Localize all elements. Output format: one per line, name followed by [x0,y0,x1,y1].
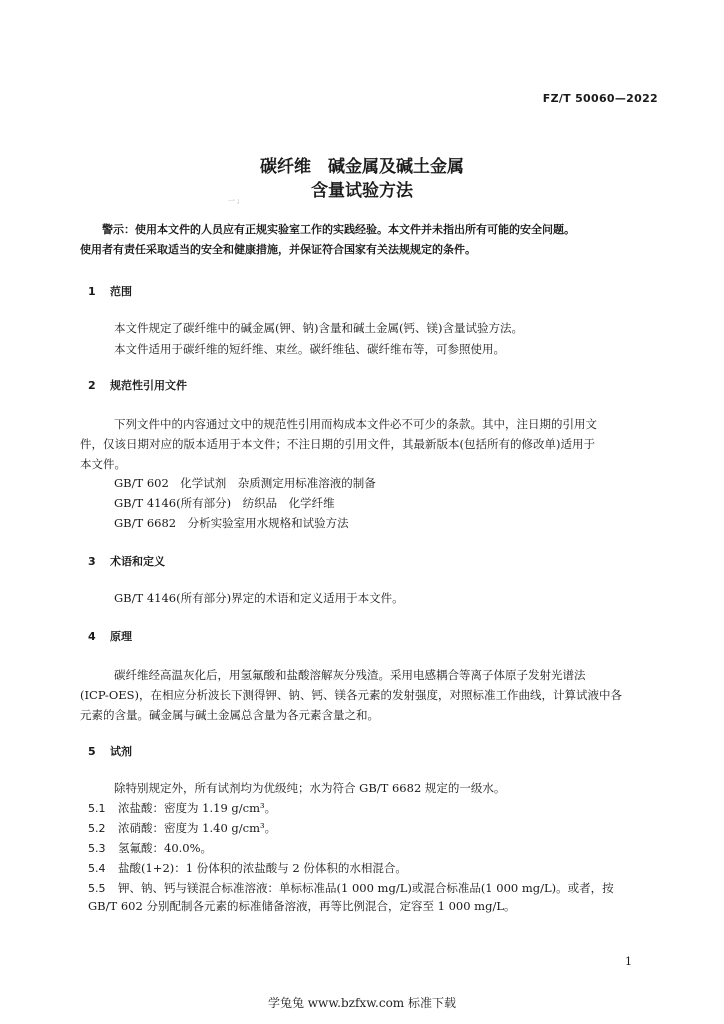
reagent-item-5-5 [88,878,662,899]
reference-item: GB/T 6682 分析实验室用水规格和试验方法 [114,516,349,530]
item-number: 5.3 [88,842,106,855]
section-title: 范围 [110,285,132,298]
section-3-paragraph: GB/T 4146(所有部分)界定的术语和定义适用于本文件。 [114,591,404,605]
section-4-heading [88,628,132,644]
reagent-item-5-4 [88,858,662,879]
item-number: 5.5 [88,882,106,895]
text-line: (ICP-OES)，在相应分析波长下测得钾、钠、钙、镁各元素的发射强度，对照标准工作曲线，计算试液中各 [80,688,623,702]
section-number: 5 [88,745,96,758]
section-3-heading [88,553,165,569]
section-title: 规范性引用文件 [110,379,187,392]
reagent-item-5-5-continuation: GB/T 602 分别配制各元素的标准储备溶液，再等比例混合，定容至 1 000 mg/L。 [88,899,516,913]
document-title [0,155,724,203]
warning-line-1: 警示：使用本文件的人员应有正规实验室工作的实践经验。本文件并未指出所有可能的安全问题。 [102,223,575,236]
text-line: 下列文件中的内容通过文中的规范性引用而构成本文件必不可少的条款。其中，注日期的引用文 [114,417,597,431]
section-5-intro: 除特别规定外，所有试剂均为优级纯；水为符合 GB/T 6682 规定的一级水。 [114,781,506,795]
standard-number: FZ/T 50060—2022 [542,92,658,105]
item-text: 钾、钠、钙与镁混合标准溶液：单标标准品(1 000 mg/L)或混合标准品(1 000 mg/L)。或者，按 [118,881,614,895]
section-number: 2 [88,379,96,392]
section-4-paragraph [80,665,662,725]
item-text: 浓盐酸：密度为 1.19 g/cm³。 [118,801,277,815]
section-title: 试剂 [110,745,132,758]
reagent-item-5-3 [88,838,662,859]
section-number: 3 [88,555,96,568]
section-title: 原理 [110,630,132,643]
footer-watermark: 学兔兔 www.bzfxw.com 标准下载 [267,996,457,1010]
text-line: 碳纤维经高温灰化后，用氢氟酸和盐酸溶解灰分残渣。采用电感耦合等离子体原子发射光谱法 [114,668,586,682]
warning-line-2: 使用者有责任采取适当的安全和健康措施，并保证符合国家有关法规规定的条件。 [80,243,476,256]
item-text: 浓硝酸：密度为 1.40 g/cm³。 [118,821,277,835]
section-number: 1 [88,285,96,298]
section-1-paragraph-2: 本文件适用于碳纤维的短纤维、束丝。碳纤维毡、碳纤维布等，可参照使用。 [114,342,505,356]
item-number: 5.2 [88,822,106,835]
section-1-paragraph-1: 本文件规定了碳纤维中的碱金属(钾、钠)含量和碱土金属(钙、镁)含量试验方法。 [114,321,523,335]
section-number: 4 [88,630,96,643]
warning-paragraph [80,220,662,260]
reference-item: GB/T 602 化学试剂 杂质测定用标准溶液的制备 [114,476,376,490]
item-number: 5.1 [88,802,106,815]
text-line: 件，仅该日期对应的版本适用于本文件；不注日期的引用文件，其最新版本(包括所有的修改单)适用于 [80,437,595,451]
section-5-heading [88,743,132,759]
item-number: 5.4 [88,862,106,875]
section-title: 术语和定义 [110,555,165,568]
page-number: 1 [625,955,632,968]
section-2-heading [88,377,187,393]
item-text: 盐酸(1+2)：1 份体积的浓盐酸与 2 份体积的水相混合。 [118,861,407,875]
reference-item: GB/T 4146(所有部分) 纺织品 化学纤维 [114,496,335,510]
title-line-2: 含量试验方法 [311,181,413,201]
scan-mark: 一 ; [228,197,240,205]
text-line: 元素的含量。碱金属与碱土金属总含量为各元素含量之和。 [80,708,379,722]
text-line: 本文件。 [80,457,126,471]
title-line-1: 碳纤维 碱金属及碱土金属 [260,157,464,177]
reagent-item-5-2 [88,818,662,839]
reagent-item-5-1 [88,798,662,819]
item-text: 氢氟酸：40.0%。 [118,841,213,855]
section-1-heading [88,283,132,299]
section-2-paragraph [80,414,662,474]
